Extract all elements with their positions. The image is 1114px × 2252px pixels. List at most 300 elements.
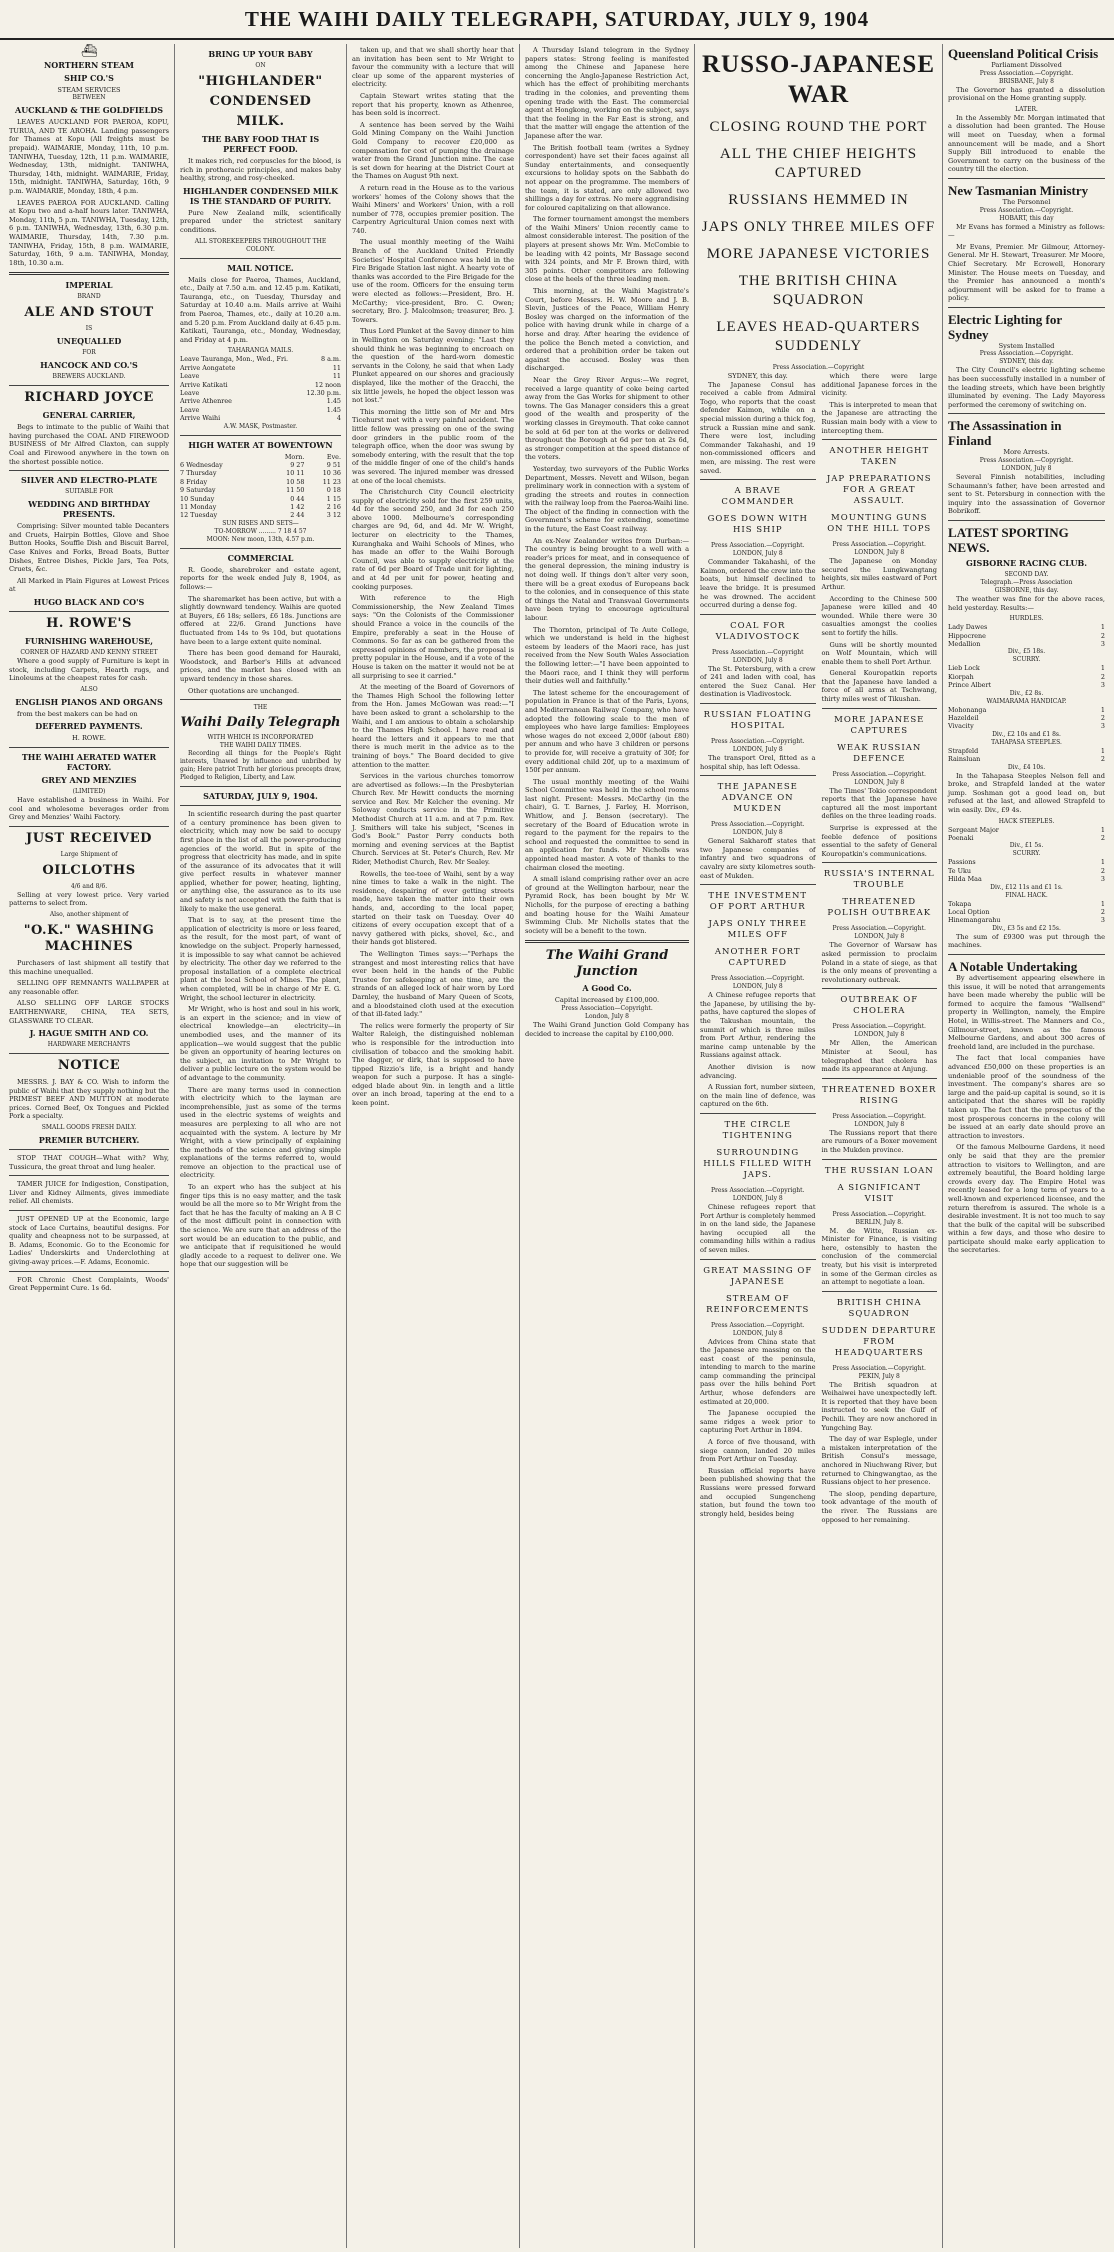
steam-heading-3: STEAM SERVICES bbox=[57, 85, 121, 94]
war-head-2: ALL THE CHIEF HEIGHTS CAPTURED bbox=[719, 146, 918, 181]
press-line: Press Association.—Copyright. bbox=[711, 975, 805, 983]
news-p5: Near the Grey River Argus:—We regret, received a large quantity of coke being carted away from the Gas Works for shipment to other towns. The Gas Manager considers this a great good of the wealth and prosperity of the working classes in Greymouth. That coke cannot be sold at 6d per ton at the works or delivered throughout the Borough at 6d per ton at 2s 6d, as stronger competition at the speed distance of the voters. bbox=[525, 375, 689, 462]
steam-between: BETWEEN bbox=[72, 94, 106, 102]
tide-row bbox=[180, 511, 341, 519]
dateline: PEKIN, July 8 bbox=[858, 1372, 900, 1380]
race-row bbox=[948, 714, 1105, 722]
race-row-cell: 3 bbox=[1100, 640, 1105, 648]
race-row-cell: Lady Dawes bbox=[948, 623, 988, 632]
rowe-name: H. ROWE'S bbox=[46, 616, 132, 631]
joyce-trade: GENERAL CARRIER, bbox=[42, 410, 136, 421]
race-title: SCURRY. bbox=[1012, 850, 1041, 858]
race-row-cell: 2 bbox=[1100, 755, 1105, 764]
oilcloths-body: Selling at very lowest price. Very varied patterns to select from. bbox=[9, 890, 169, 908]
race-row-cell: 1 bbox=[1100, 705, 1105, 714]
war-columns bbox=[700, 372, 937, 1527]
tide-row-cell: 11 Monday bbox=[180, 503, 217, 511]
sub-heading: A SIGNIFICANT VISIT bbox=[837, 1182, 922, 1204]
queensland-p1: The Governor has granted a dissolution provisional on the Home granting supply. bbox=[948, 85, 1105, 103]
leader-p5: To an expert who has the subject at his finger tips this is no easy matter, and the task would be all the more so to Mr Wright from the fact that he has the faculty of making an A B C of the most difficult point in connection with the science. We are sure that an address of the sort would be an education to the public, and we anticipate that if requisitioned he would gladly accede to a request to deliver one. We hope that our suggestion will be bbox=[180, 1183, 341, 1269]
race-title: HURDLES. bbox=[1009, 615, 1044, 623]
rowe-pianos: ENGLISH PIANOS AND ORGANS bbox=[15, 696, 163, 707]
tide-row-cell: 12 Tuesday bbox=[180, 511, 218, 520]
race-row-cell: Sergeant Major bbox=[948, 825, 999, 834]
dateline: LONDON, July 8 bbox=[732, 1194, 783, 1202]
mail-row-cell: Arrive Katikati bbox=[180, 380, 228, 389]
war-p: This is interpreted to mean that the Japanese are attracting the Russian main body with a view to intercepting them. bbox=[821, 400, 937, 435]
masthead bbox=[0, 0, 1114, 40]
divider bbox=[9, 1175, 169, 1176]
rowe-sub: FURNISHING WAREHOUSE, bbox=[25, 636, 153, 646]
tide-row-cell: 0 44 bbox=[290, 494, 305, 503]
divider bbox=[525, 940, 689, 943]
sydney-p1: The City Council's electric lighting scheme has been successfully installed in a number of the leading streets, which have been brightly illuminated by evening. The Lady Mayoress performed the ceremony of switching on. bbox=[948, 366, 1105, 409]
mail-row-cell: Arrive Athenree bbox=[180, 397, 232, 406]
sub-heading: STREAM OF REINFORCEMENTS bbox=[706, 1293, 810, 1315]
race-row-cell: Hippocrene bbox=[948, 631, 986, 640]
news-p12: Rowells, the tee-toee of Waihi, sent by a way nine times to take a walk in the night. The residence, despairing of ever getting streets made, have taken the matter into their own hands, and, according to the local paper, started on their task on Tuesday. Over 40 citizens of every occupation except that of a navvy gathered with picks, shovel, &c., and their hands got blistered. bbox=[352, 869, 514, 947]
telegraph-motto: Recording all things for the People's Right interests, Unawed by influence and unbribed by gain; Here patriot Truth her glorious precepts draw, Pledged to Religion, Liberty, and Law. bbox=[180, 750, 341, 782]
war-p: which there were large additional Japanese forces in the vicinity. bbox=[821, 372, 937, 398]
race-row bbox=[948, 916, 1105, 924]
rowe-terms: DEFERRED PAYMENTS. bbox=[35, 721, 143, 732]
war-head-5: MORE JAPANESE VICTORIES bbox=[706, 246, 931, 262]
dateline: LONDON, July 8 bbox=[1001, 465, 1052, 473]
rowe-sub2: CORNER OF HAZARD AND KENNY STREET bbox=[20, 649, 158, 656]
sub-heading: THREATENED BOXER RISING bbox=[822, 1084, 937, 1106]
queensland-later: LATER. bbox=[1015, 105, 1038, 113]
news-p9: The latest scheme for the encouragement of population in France is that of the Paris, Lyons, and Mediterranean Railway Company, who have adopted the following scale to the men of employees who have large families: Employees whose wages do not exceed 2,000f (about £80) per annum and who have 3 children or persons to provide for, will receive a gratuity of 30f; for every additional child 20f, up to a maximum of 150f per annum. bbox=[525, 688, 689, 775]
sub-heading: THE INVESTMENT OF PORT ARTHUR bbox=[708, 891, 808, 913]
tide-row-cell: 9 Saturday bbox=[180, 486, 216, 495]
news-p2: The British football team (writes a Sydney correspondent) have set their faces against all Sunday entertainments, and consequently excursions to holiday spots on the Sabbath do not appear on the programme. The members of the team, it is stated, are only allowed two shillings a day for extras. No mere aggrandising for coloured capitalizing on that allowance. bbox=[525, 143, 689, 212]
dateline: SYDNEY, this day. bbox=[727, 372, 788, 380]
sub-heading: COAL FOR VLADIVOSTOCK bbox=[715, 620, 800, 642]
war-p: General Kouropatkin reports that the Japanese have landed a force of all arms at Tschwang, thirty miles west of Tikushan. bbox=[821, 669, 937, 704]
divider bbox=[180, 435, 341, 436]
war-p: The day of war Esplegle, under a mistaken interpretation of the British Consul's message, anchored in Niuchwang River, but returned to Chingwangtao, as the Russians object to her presence. bbox=[821, 1435, 937, 1487]
race-row-cell: 1 bbox=[1100, 664, 1105, 673]
divider bbox=[9, 1149, 169, 1150]
telegraph-date: SATURDAY, JULY 9, 1904. bbox=[203, 791, 318, 802]
race-div: Div., £5 18s. bbox=[1007, 648, 1046, 656]
race-div: Div., £2 8s. bbox=[1009, 689, 1044, 697]
race-row bbox=[948, 908, 1105, 916]
mail-row bbox=[180, 372, 341, 380]
press-line: Press Association.—Copyright. bbox=[832, 1210, 926, 1218]
hague-firm: J. HAGUE SMITH AND CO. bbox=[29, 1028, 149, 1039]
mail-row-cell: 11 bbox=[332, 372, 341, 381]
sport-title: LATEST SPORTING NEWS. bbox=[948, 525, 1069, 555]
oilcloths-sell: ALSO SELLING OFF LARGE STOCKS EARTHENWARE, CHINA, TEA SETS, GLASSWARE TO CLEAR. bbox=[9, 999, 169, 1025]
steeple-note: In the Tahapasa Steeples Nelson fell and broke, and Strapfeld landed at the water jump. Soshman got a good lead on, but refused at the last, and allowed Strapfeld to win easily. Div., £9 4s. bbox=[948, 771, 1105, 815]
divider bbox=[700, 479, 816, 480]
race-row bbox=[948, 681, 1105, 689]
press-line: Press Association.—Copyright. bbox=[711, 738, 805, 746]
sport-meet: GISBORNE RACING CLUB. bbox=[965, 558, 1088, 568]
finland-sub: More Arrests. bbox=[1003, 448, 1050, 457]
oilcloths-body2: Purchasers of last shipment all testify that this machine unequalled. bbox=[9, 958, 169, 976]
water-table bbox=[180, 453, 341, 520]
race-div: Div., £12 11s and £1 1s. bbox=[990, 883, 1063, 891]
tide-row bbox=[180, 478, 341, 486]
mail-row-cell: Leave bbox=[180, 388, 200, 397]
imperial-brewers: BREWERS AUCKLAND. bbox=[52, 373, 126, 381]
junction-sub: A Good Co. bbox=[582, 983, 632, 994]
imperial-is: IS bbox=[85, 325, 93, 333]
war-right bbox=[822, 372, 938, 1527]
mail-row bbox=[180, 389, 341, 397]
washing-machines: "O.K." WASHING MACHINES bbox=[23, 922, 155, 954]
mail-row bbox=[180, 355, 341, 363]
war-head-7: LEAVES HEAD-QUARTERS SUDDENLY bbox=[716, 319, 921, 354]
race-results bbox=[948, 623, 1105, 648]
divider bbox=[180, 258, 341, 259]
notice-firm: PREMIER BUTCHERY. bbox=[38, 1135, 140, 1146]
sub-heading: RUSSIAN FLOATING HOSPITAL bbox=[703, 710, 812, 732]
mail-row bbox=[180, 406, 341, 414]
dateline: LONDON, July 8 bbox=[732, 1329, 783, 1337]
steam-heading-2: SHIP CO.'S bbox=[64, 72, 114, 83]
divider bbox=[9, 1053, 169, 1054]
divider bbox=[180, 699, 341, 700]
tide-row-cell: 7 Thursday bbox=[180, 469, 217, 478]
race-row-cell: 1 bbox=[1100, 746, 1105, 755]
news-p8: The Christchurch City Council electricity supply of electricity sold for the first 259 units, 4d for the second 250, and 3d for each 250 above 1000. Melbourne's corresponding charges are 9d, 6d, and 4d. Mr W. Wright, lecturer on electricity to the Thames, Kuranghaka and Waihi Schools of Mines, who has made an offer to the Waihi Borough Council, was able to supply electricity at the rate of 6d per Board of Trade unit for lighting, and at 4d per unit for power, heating and cooking purposes. bbox=[352, 488, 514, 591]
steam-route: AUCKLAND & THE GOLDFIELDS bbox=[15, 105, 163, 116]
dateline: LONDON, July 8 bbox=[732, 550, 783, 558]
race-row-cell: Te Uku bbox=[948, 866, 971, 875]
race-row bbox=[948, 722, 1105, 730]
divider bbox=[822, 988, 938, 989]
commercial-body3: There has been good demand for Hauraki, Woodstock, and Barber's Hills at advanced prices, and the market has closed with an upward tendency in those shares. bbox=[180, 649, 341, 683]
divider bbox=[9, 385, 169, 386]
tide-row-cell: 9 51 bbox=[326, 460, 341, 469]
race-row-cell: Local Option bbox=[948, 908, 990, 917]
commercial-body: R. Goode, sharebroker and estate agent, reports for the week ended July 8, 1904, as follows:— bbox=[180, 565, 341, 591]
press-line: Press Association.—Copyright. bbox=[832, 1112, 926, 1120]
commercial-body4: Other quotations are unchanged. bbox=[188, 686, 300, 695]
divider bbox=[948, 178, 1105, 179]
divider bbox=[9, 747, 169, 748]
telegraph-sub: WITH WHICH IS INCORPORATED bbox=[207, 734, 314, 742]
tide-row-cell: 3 12 bbox=[326, 511, 341, 520]
tide-row bbox=[180, 461, 341, 469]
news-p11: A small island comprising rather over an acre of ground at the Wellington harbour, near the Pyramid Rock, has been bought by Mr W. Nicholls, for the purpose of erecting a bathing and boating house for the Waihi Amateur Swimming Club. Mr Nicholls states that the society will be a benefit to the town. bbox=[525, 875, 689, 935]
tasmania-p2: Mr Evans, Premier. Mr Gilmour, Attorney-General. Mr H. Stewart, Treasurer. Mr Moore, Chief Secretary. Mr Ecrowell, Honorary Minister. The House meets on Tuesday, and the Premier has announced a month's adjournment will be asked for to frame a policy. bbox=[948, 242, 1105, 303]
press-line: Press Association.—Copyright. bbox=[711, 542, 805, 550]
race-row-cell: Strapfeld bbox=[948, 746, 979, 755]
mail-row-cell: 8 a.m. bbox=[320, 355, 341, 364]
divider bbox=[700, 884, 816, 885]
column-2 bbox=[175, 44, 347, 2248]
rowe-body: Where a good supply of Furniture is kept in stock, including Carpets, Hearth rugs, and Linoleums at the cheapest rates for cash. bbox=[9, 657, 169, 683]
imperial-hancock: HANCOCK AND CO.'S bbox=[40, 360, 138, 371]
war-title: RUSSO-JAPANESE WAR bbox=[701, 51, 936, 108]
column-war bbox=[695, 44, 943, 2248]
news-p4: A return read in the House as to the various workers' homes of the Colony shows that the Waihi Miners' and Workers' Union, with a roll number of 778, occupies premier position. The Carpentry Agricultural Union comes next with 740. bbox=[352, 183, 514, 235]
column-6 bbox=[943, 44, 1110, 2248]
ad-chronic: FOR Chronic Chest Complaints, Woods' Great Peppermint Cure. 1s 6d. bbox=[9, 1275, 169, 1293]
notice-body: MESSRS. J. BAY & CO. Wish to inform the public of Waihi that they supply nothing but the PRIMEST BEEF AND MUTTON at moderate prices. Corned Beef, Ox Tongues and Pickled Pork a specialty. bbox=[9, 1078, 169, 1121]
divider bbox=[948, 307, 1105, 308]
mail-row-cell: 1.45 bbox=[326, 397, 341, 406]
imperial-for: FOR bbox=[82, 349, 96, 357]
joyce-body: Begs to intimate to the public of Waihi that having purchased the COAL AND FIREWOOD BUSINESS of Mr Alfred Claxton, can supply Coal and Firewood anywhere in the town on the shortest possible notice. bbox=[9, 423, 169, 466]
news-p9: With reference to the High Commissionership, the New Zealand Times says: "On the Colonists of the Commissioner should France a voice in the councils of the Empire, preferably a seat in the House of Commons. So far as can be gathered from the expressed opinions of members, the proposal is pretty popular in the House, and if a vote of the House is taken on the matter it would not be at all surprising to see it carried." bbox=[352, 594, 514, 680]
notice-shop: SMALL GOODS FRESH DAILY. bbox=[41, 1124, 137, 1132]
divider bbox=[180, 786, 341, 787]
aerated-body: Have established a business in Waihi. For cool and wholesome beverages order from Grey and Menzies' Waihi Factory. bbox=[9, 795, 169, 822]
mail-heading: MAIL NOTICE. bbox=[227, 262, 294, 273]
news-p8: The Thornton, principal of Te Aute College, which we understand is held in the highest esteem by leaders of the Maori race, has just received from the New South Wales Association the following letter:—"I have been appointed to the Maori race, and I think they will perform their duties well and faithfully." bbox=[525, 625, 689, 686]
race-div: Div., £4 10s. bbox=[1007, 763, 1046, 771]
sub-heading: ANOTHER FORT CAPTURED bbox=[714, 947, 801, 969]
war-p: The Japanese occupied the same ridges a week prior to capturing Port Arthur in 1894. bbox=[700, 1409, 816, 1435]
race-row-cell: 3 bbox=[1100, 681, 1105, 690]
race-row-cell: Tokapa bbox=[948, 899, 972, 908]
divider bbox=[700, 614, 816, 615]
war-p: Mr Allen, the American Minister at Seoul, has telegraphed that cholera has made its appearance at Anjung. bbox=[821, 1039, 937, 1074]
mail-row-cell: 11 bbox=[332, 363, 341, 372]
junction-title: The Waihi Grand Junction bbox=[545, 948, 669, 980]
war-p: The St. Petersburg, with a crew of 241 and laden with coal, has entered the Suez Canal. Her destination is Vladivostock. bbox=[700, 664, 816, 699]
race-row-cell: Rainsluan bbox=[948, 755, 981, 764]
tide-row-cell: 10 11 bbox=[286, 469, 305, 478]
tide-row-cell: 9 27 bbox=[290, 460, 305, 469]
column-1 bbox=[4, 44, 175, 2248]
race-title: WAIMARAMA HANDICAP. bbox=[986, 697, 1067, 705]
war-p: The Governor of Warsaw has asked permission to proclaim Poland in a state of siege, as that is the only means of preventing a revolutionary outbreak. bbox=[821, 941, 937, 984]
dateline: LONDON, July 8 bbox=[732, 983, 783, 991]
tide-row-cell: 10 Sunday bbox=[180, 494, 215, 503]
mail-row bbox=[180, 364, 341, 372]
moon: MOON: New moon, 13th, 4.57 p.m. bbox=[206, 535, 315, 543]
race-row bbox=[948, 867, 1105, 875]
sub-heading: A BRAVE COMMANDER bbox=[721, 486, 795, 508]
press-line: Press Association.—Copyright. bbox=[711, 1186, 805, 1194]
divider bbox=[180, 548, 341, 549]
rowe-body2: from the best makers can be had on bbox=[17, 709, 138, 718]
sub-heading: SUDDEN DEPARTURE FROM HEADQUARTERS bbox=[821, 1325, 937, 1358]
race-div: Div., £1 5s. bbox=[1009, 842, 1044, 850]
race-row-cell: Mohonanga bbox=[948, 705, 987, 714]
baby-brand3: MILK. bbox=[236, 114, 285, 129]
sport-p1: The weather was fine for the above races, held yesterday. Results:— bbox=[948, 595, 1105, 612]
aerated-heading: THE WAIHI AERATED WATER FACTORY. bbox=[21, 751, 157, 772]
baby-brand2: CONDENSED bbox=[209, 94, 312, 109]
sub-heading: MOUNTING GUNS ON THE HILL TOPS bbox=[827, 513, 932, 535]
divider bbox=[700, 1113, 816, 1114]
race-row-cell: Hilda Maa bbox=[948, 875, 982, 884]
finland-p1: Several Finnish notabilities, including Schaumann's father, have been arrested and sent to St. Petersburg in connection with the inquiry into the assassination of Governor Bobrikoff. bbox=[948, 473, 1105, 516]
tide-row-cell: 6 Wednesday bbox=[180, 460, 223, 469]
race-row bbox=[948, 834, 1105, 842]
war-p: The transport Orel, fitted as a hospital ship, has left Odessa. bbox=[700, 754, 816, 771]
race-row-cell: Vivacity bbox=[948, 722, 974, 731]
tide-header-cell bbox=[180, 453, 265, 461]
mail-row-cell: Arrive Aongatete bbox=[180, 363, 236, 372]
hague-trade: HARDWARE MERCHANTS bbox=[47, 1041, 131, 1049]
divider bbox=[700, 1259, 816, 1260]
bequest-p3: Of the famous Melbourne Gardens, it need only be said that they are the premier attraction to visitors to Wellington, and are extremely beautiful, the Board holding large crowds every day. The Empire Hotel was recently leased for a long term of years to a well-known and experienced licensee, and the return therefrom is assured. The whole is a desirable investment. It is not too much to say that the bulk of the capital will be subscribed within a few days, and those who desire to participate should make early application to the secretaries. bbox=[948, 1143, 1105, 1255]
newspaper-page bbox=[4, 44, 1110, 2248]
queensland-p2: In the Assembly Mr. Morgan intimated that a dissolution had been granted. The House will meet on Tuesday, when a formal announcement will be made, and a Short Supply Bill introduced to enable the Government to carry on the business of the country till the election. bbox=[948, 113, 1105, 174]
dateline: SYDNEY, this day. bbox=[999, 358, 1054, 366]
commercial-heading: COMMERCIAL bbox=[227, 552, 294, 563]
war-p: Russian official reports have been published showing that the Russians were pressed forward and occupied Sungencheng station, but found the town too strongly held, besides being bbox=[700, 1466, 816, 1518]
race-row bbox=[948, 673, 1105, 681]
sydney-sub: System Installed bbox=[998, 341, 1055, 350]
bequest-p1: By advertisement appearing elsewhere in this issue, it will be noted that arrangements have been made whereby the public will be formed to acquire the famous "Wallsend" property in Wellington, namely, the Empire Hotel, in Willis-street. The Manners and Co., Gillmour-street, known as the famous Melbourne Gardens, and about 300 acres of freehold land, are included in the purchase. bbox=[948, 974, 1105, 1051]
steam-heading-1: NORTHERN STEAM bbox=[43, 59, 135, 70]
mail-row-cell: 4 bbox=[336, 414, 341, 423]
sub-heading: THE CIRCLE TIGHTENING bbox=[722, 1119, 793, 1141]
sub-heading: JAPS ONLY THREE MILES OFF bbox=[708, 919, 807, 941]
bequest-p2: The fact that local companies have advanced £50,000 on these properties is an undeniable proof of the soundness of the investment. The company's shares are so large and the paid-up capital is sound, so it is anticipated that the shares will be rapidly taken up. The fact that the prospectus of the most prosperous concerns in the colony will be issued at an early date should prove an attraction to investors. bbox=[948, 1054, 1105, 1140]
press-line: Press Association.—Copyright bbox=[711, 648, 804, 656]
tide-header-cell: Morn. bbox=[284, 452, 305, 461]
tasmania-sub: The Personnel bbox=[1002, 197, 1051, 206]
tide-row-cell: 10 36 bbox=[322, 469, 341, 478]
imperial-unequalled: UNEQUALLED bbox=[56, 336, 122, 347]
bequest-title: A Notable Undertaking bbox=[948, 959, 1078, 975]
telegraph-the: THE bbox=[253, 704, 268, 712]
war-p: A Chinese refugee reports that the Japanese, by utilising the by-paths, have captured the slopes of the Takushan mountain, the summit of which is three miles from Port Arthur, rendering the marine camp untenable by the Russians against attack. bbox=[700, 991, 816, 1060]
war-p: The Times' Tokio correspondent reports that the Japanese have captured all the most important defiles on the three leading roads. bbox=[821, 786, 937, 821]
ad-tamer: TAMER JUICE for Indigestion, Constipation, Liver and Kidney Ailments, gives immediate relief. All chemists. bbox=[9, 1180, 169, 1206]
divider bbox=[948, 954, 1105, 955]
mail-sig: A.W. MASK, Postmaster. bbox=[223, 422, 298, 430]
news-p5: The usual monthly meeting of the Waihi Branch of the Auckland United Friendly Societies' Hospital Conference was held in the Fire Brigade Station last night. A hearty vote of thanks was accorded to the Fire Brigade for the use of the room. Officers for the ensuing term were elected as follows:—President, Bro. H. McCarthy; vice-president, Bro. C. Owen; secretary, Bro. J. Malcolmson; treasurer, Bro. J. Towers. bbox=[352, 238, 514, 324]
race-row-cell: 3 bbox=[1100, 875, 1105, 884]
column-4 bbox=[520, 44, 695, 2248]
race-row-cell: Lieb Lock bbox=[948, 664, 980, 673]
leader-p3: Mr Wright, who is host and soul in his work, is an expert in the science; and in view of electrical knowledge—an electricity—in unembodied uses, and the manner of its application—we would suggest that the public be given an opportunity of hearing lectures on the subject, an invitation to Mr Wright to deliver a public lecture on the system would be of advantage to the community. bbox=[180, 1005, 341, 1082]
news-p1: A Thursday Island telegram in the Sydney papers states: Strong feeling is manifested among the Chinese and Japanese here concerning the Anglo-Japanese Restriction Act, which has the effect of prohibiting merchants trading in the colonies, and preventing them opening trade with the East. The commercial agent at Hongkong, working on the subject, says that the feeling in the Far East is strong, and that the matter will engage the attention of the Japanese after the war. bbox=[525, 46, 689, 140]
divider bbox=[822, 1159, 938, 1160]
sub-heading: MORE JAPANESE CAPTURES bbox=[834, 714, 925, 736]
divider bbox=[948, 413, 1105, 414]
dateline: LONDON, July 8 bbox=[854, 1031, 905, 1039]
news-p13: The Wellington Times says:—"Perhaps the strangest and most interesting relics that have ever been held in the hands of the Public Trustee for safekeeping at one time, are the strands of an alleged lock of hair worn by Lord Darnley, the husband of Mary Queen of Scots, and a bloodstained cloth used at the execution of that ill-fated lady." bbox=[352, 949, 514, 1019]
race-row-cell: 2 bbox=[1100, 672, 1105, 681]
junction-body: The Waihi Grand Junction Gold Company has decided to increase the capital by £100,000. bbox=[525, 1020, 689, 1038]
dateline: BERLIN, July 8. bbox=[855, 1218, 904, 1226]
press-line: Press Association.—Copyright. bbox=[832, 925, 926, 933]
race-row-cell: Hazeldeil bbox=[948, 714, 979, 723]
war-p: The Japanese on Monday secured the Lungkwangtang heights, six miles eastward of Port Arthur. bbox=[821, 557, 937, 591]
war-p: A force of five thousand, with siege cannon, landed 20 miles from Port Arthur on Tuesday. bbox=[700, 1438, 816, 1464]
joyce-name: RICHARD JOYCE bbox=[24, 390, 154, 406]
race-row-cell: 1 bbox=[1100, 825, 1105, 834]
news-p2: Captain Stewart writes stating that the report that his property, known as Athenree, has been sold is incorrect. bbox=[352, 91, 514, 118]
divider bbox=[9, 470, 169, 471]
baby-brand: "HIGHLANDER" bbox=[198, 74, 323, 89]
race-row bbox=[948, 755, 1105, 763]
silver-body: Comprising: Silver mounted table Decanters and Cruets, Hairpin Bottles, Glove and Shoe Button Hooks, Souffle Dish and Biscuit Barrel, Case Knives and Forks, Bread Boats, Butter Dishes, Entree Dishes, Pickle Jars, Tea Pots, Cruets, &c. bbox=[9, 522, 169, 574]
race-results bbox=[948, 900, 1105, 925]
divider bbox=[822, 439, 938, 440]
sun-tomorrow: TO-MORROW ......... 7 18 4 57 bbox=[214, 527, 307, 535]
baby-line: THE BABY FOOD THAT IS PERFECT FOOD. bbox=[201, 134, 320, 154]
race-row-cell: 3 bbox=[1100, 722, 1105, 731]
race-div: Div., £2 10s and £1 8s. bbox=[992, 730, 1061, 738]
race-title: FINAL HACK. bbox=[1005, 891, 1048, 899]
mail-row-cell: Leave Tauranga, Mon., Wed., Fri. bbox=[180, 355, 289, 364]
imperial-ale: ALE AND STOUT bbox=[24, 305, 154, 321]
mail-table bbox=[180, 355, 341, 422]
newspaper-title: THE WAIHI DAILY TELEGRAPH, SATURDAY, JULY 9, 1904 bbox=[244, 6, 870, 31]
race-row bbox=[948, 623, 1105, 631]
news-p3: The former tournament amongst the members of the Waihi Miners' Union recently came to almost considerable interest. The position of the players at present shows Mr. Wm. McCombie to be leading with 42 points, Mr Bassage second with 324 points, and Mr F. Brown third, with 305 points. Other competitors are following close at the heels of the three leading men. bbox=[525, 215, 689, 284]
divider bbox=[9, 272, 169, 275]
dateline: LONDON, July 8 bbox=[732, 746, 783, 754]
news-p1: taken up, and that we shall shortly hear that an invitation has been sent to Mr Wright to favour the community with a lecture that will clear up some of the apparent mysteries of electricity. bbox=[352, 46, 514, 89]
tide-row bbox=[180, 486, 341, 494]
baby-sold: ALL STOREKEEPERS THROUGHOUT THE COLONY. bbox=[194, 237, 327, 253]
tide-row-cell: 8 Friday bbox=[180, 477, 208, 486]
press-line: Press Association.—Copyright. bbox=[979, 69, 1074, 77]
war-p: Commander Takahashi, of the Kaimon, ordered the crew into the boats, but himself declined to leave the bridge. It is presumed he was drowned. The accident occurred during a dense fog. bbox=[700, 558, 816, 610]
war-press: Press Association.—Copyright bbox=[772, 364, 865, 371]
silver-sub: SUITABLE FOR bbox=[65, 488, 113, 496]
divider bbox=[9, 1271, 169, 1272]
silver-heading: SILVER AND ELECTRO-PLATE bbox=[20, 475, 157, 486]
news-p14: The relics were formerly the property of Sir Walter Raleigh, the distinguished nobleman who is responsible for the introduction into civilisation of tobacco and the smoking habit. The dagger, or dirk, that is supposed to have tipped Rizzio's life, is a bright and handy weapon for such a purpose. It has a single-edged blade about 9in. in length and a little over an inch broad, tapering at the end to a keen point. bbox=[352, 1021, 514, 1108]
war-head-1: CLOSING ROUND THE PORT bbox=[709, 119, 928, 135]
divider bbox=[822, 862, 938, 863]
news-p10: At the meeting of the Board of Governors of the Thames High School the following letter from the Hon. James McGowan was read:—"I have been asked to grant a scholarship to the Waihi, and I am anxious to obtain a scholarship to the Thames High School. I have read and heard the letters and it appears to me that there is much merit in the advice as to the training of boys." The Board decided to give attention to the matter. bbox=[352, 683, 514, 769]
tide-row bbox=[180, 503, 341, 511]
press-line: Press Association.—Copyright. bbox=[832, 1023, 926, 1031]
war-p: The Russians report that there are rumours of a Boxer movement in the Mukden province. bbox=[821, 1128, 937, 1154]
aerated-ltd: (LIMITED) bbox=[72, 787, 106, 795]
news-p6: Thus Lord Plunket at the Savoy dinner to him in Wellington on Saturday evening: "Last they should think he was beginning to encroach on the question of the hard-worn domestic servants in the Colony, he said that when Lady Plunket appeared on our shores and graciously displayed, like the mother of the Gracchi, the six little jewels, he hoped the object lesson was not lost." bbox=[352, 327, 514, 405]
sub-heading: SURROUNDING HILLS FILLED WITH JAPS. bbox=[703, 1147, 813, 1180]
race-row bbox=[948, 640, 1105, 648]
commercial-body2: The sharemarket has been active, but with a slightly downward tendency. Waihis are quoted at Buyers, £6 18s; sellers, £6 18s. Junctions are offered at 22/6. Grand Junctions have fluctuated from 14s to 9s 10d, but quotations have been to a large extent quite nominal. bbox=[180, 594, 341, 646]
race-row-cell: Prince Albert bbox=[948, 681, 992, 690]
war-p: The Japanese Consul has received a cable from Admiral Togo, who reports that the coast defender Kaimon, while on a special mission during a thick fog, struck a Russian mine and sank. There were lost, including Commander Takahashi, and 19 non-commissioned officers and men, are missing. The rest were saved. bbox=[700, 380, 816, 475]
race-row-cell: Kiorpah bbox=[948, 672, 974, 681]
race-results bbox=[948, 826, 1105, 843]
tide-row bbox=[180, 495, 341, 503]
press-line: Press Association.—Copyright. bbox=[711, 821, 805, 829]
race-row-cell: Medallion bbox=[948, 640, 981, 648]
race-row bbox=[948, 706, 1105, 714]
mail-row-cell: Arrive Waihi bbox=[180, 414, 221, 423]
sub-heading: WEAK RUSSIAN DEFENCE bbox=[837, 742, 922, 764]
divider bbox=[9, 611, 169, 612]
divider bbox=[700, 703, 816, 704]
queensland-title: Queensland Political Crisis bbox=[948, 46, 1099, 61]
race-row-cell: 2 bbox=[1100, 866, 1105, 875]
news-p10: The usual monthly meeting of the Waihi School Committee was held in the school rooms last night. Present: Messrs. McCarthy (in the chair), G. T. Barnes, J. Farley, H. Morrison, Whitlow, and J. Benson (secretary). The secretary of the Board of Education wrote in regard to the payment for the repairs to the school and requested the committee to send in an application for funds. Mr Nicholls was appointed head master. A vote of thanks to the chairman closed the meeting. bbox=[525, 777, 689, 872]
telegraph-nameplate: Waihi Daily Telegraph bbox=[180, 715, 341, 731]
war-p: Another division is now advancing. bbox=[700, 1062, 816, 1080]
mail-row bbox=[180, 414, 341, 422]
oilcloths-sub: Large Shipment of bbox=[60, 850, 118, 858]
news-p3: A sentence has been served by the Waihi Gold Mining Company on the Waihi Junction Gold Company to recover £20,000 as compensation for cost of pumping the drainage water from the Grand Junction mine. The case is set down for hearing at the District Court at the Thames on August 9th next. bbox=[352, 120, 514, 181]
tide-header-cell: Eve. bbox=[326, 452, 341, 461]
mail-row-cell: Leave bbox=[180, 405, 200, 414]
imperial-heading: IMPERIAL bbox=[65, 280, 113, 291]
tide-row-cell: 1 42 bbox=[290, 503, 305, 511]
divider bbox=[180, 805, 341, 806]
race-row-cell: 2 bbox=[1100, 908, 1105, 917]
divider bbox=[9, 1210, 169, 1211]
